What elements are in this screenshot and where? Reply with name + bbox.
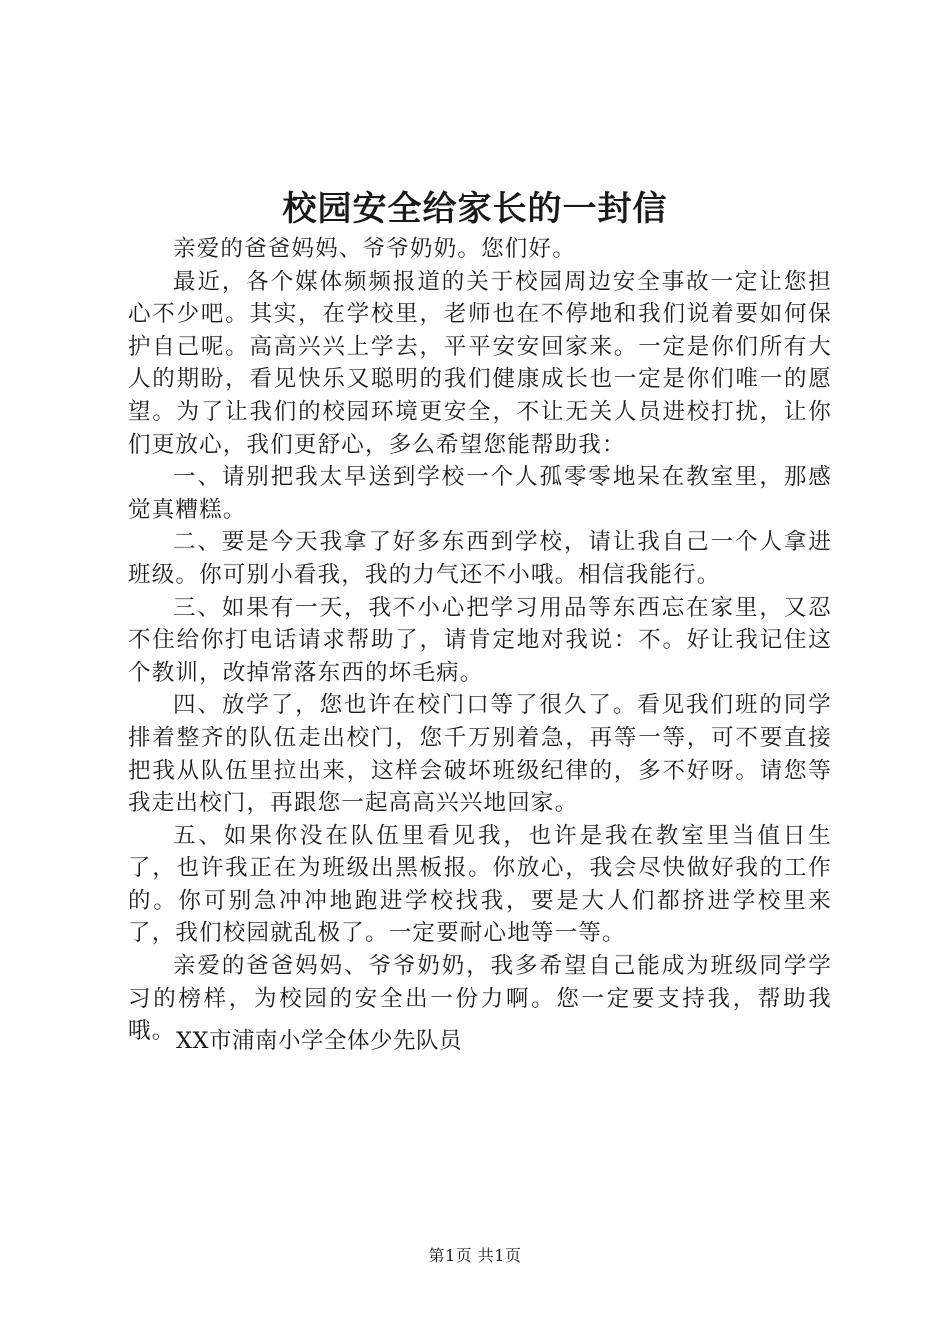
- letter-signature: XX市浦南小学全体少先队员: [176, 1028, 463, 1054]
- request-item-3: 三、如果有一天，我不小心把学习用品等东西忘在家里，又忍不住给你打电话请求帮助了，请肯定地对我说：不。好让我记住这个教训，改掉常落东西的坏毛病。: [128, 594, 832, 686]
- letter-body: [128, 233, 832, 1048]
- greeting-paragraph: 亲爱的爸爸妈妈、爷爷奶奶。您们好。: [173, 236, 576, 262]
- body-paragraph: 最近，各个媒体频频报道的关于校园周边安全事故一定让您担心不少吧。其实，在学校里，老师也在不停地和我们说着要如何保护自己呢。高高兴兴上学去，平平安安回家来。一定是你们所有大人的期盼，看见快乐又聪明的我们健康成长也一定是你们唯一的愿望。为了让我们的校园环境更安全，不让无关人员进校打扰，让你们更放心，我们更舒心，多么希望您能帮助我：: [128, 268, 832, 458]
- request-item-5: 五、如果你没在队伍里看见我，也许是我在教室里当值日生了，也许我正在为班级出黑板报。你放心，我会尽快做好我的工作的。你可别急冲冲地跑进学校找我，要是大人们都挤进学校里来了，我们校园就乱极了。一定要耐心地等一等。: [128, 822, 832, 947]
- closing-paragraph: 亲爱的爸爸妈妈、爷爷奶奶，我多希望自己能成为班级同学学习的榜样，为校园的安全出一份力啊。您一定要支持我，帮助我哦。: [128, 953, 832, 1045]
- request-item-4: 四、放学了，您也许在校门口等了很久了。看见我们班的同学排着整齐的队伍走出校门，您千万别着急，再等一等，可不要直接把我从队伍里拉出来，这样会破坏班级纪律的，多不好呀。请您等我走出校门，再跟您一起高高兴兴地回家。: [128, 692, 832, 817]
- document-title: 校园安全给家长的一封信: [282, 189, 668, 229]
- page-footer: 第1页 共1页: [428, 1246, 522, 1265]
- request-item-2: 二、要是今天我拿了好多东西到学校，请让我自己一个人拿进班级。你可别小看我，我的力气还不小哦。相信我能行。: [128, 529, 832, 588]
- request-item-1: 一、请别把我太早送到学校一个人孤零零地呆在教室里，那感觉真糟糕。: [128, 464, 832, 523]
